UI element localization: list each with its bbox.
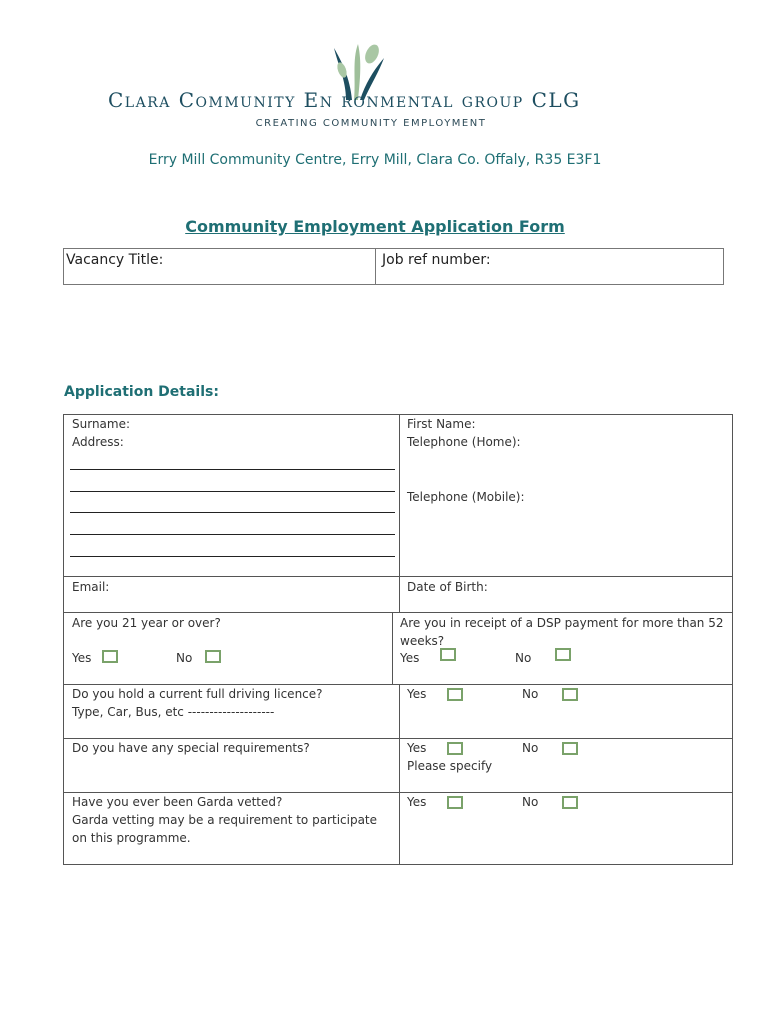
special-yes-checkbox[interactable] — [447, 742, 463, 755]
special-no-checkbox[interactable] — [562, 742, 578, 755]
table-row — [63, 577, 733, 613]
table-row — [63, 793, 733, 865]
vacancy-table — [63, 248, 724, 285]
dsp-cell — [393, 613, 732, 684]
licence-type[interactable]: Type, Car, Bus, etc -------------------- — [72, 705, 275, 719]
licence-no-checkbox[interactable] — [562, 688, 578, 701]
dsp-no-label: No — [515, 651, 532, 665]
dob-label: Date of Birth: — [407, 580, 488, 594]
surname-field[interactable]: Surname: — [72, 417, 131, 431]
name-phone-cell — [400, 415, 732, 576]
garda-yes-checkbox[interactable] — [447, 796, 463, 809]
logo — [0, 18, 770, 129]
age-yes-label: Yes — [72, 651, 92, 665]
dob-field[interactable] — [400, 577, 732, 612]
garda-note: Garda vetting may be a requirement to participate on this programme. — [72, 813, 378, 845]
special-no-label: No — [522, 741, 539, 755]
table-row — [63, 685, 733, 739]
address-line[interactable] — [70, 512, 395, 513]
garda-answer-cell — [400, 793, 732, 864]
age-no-checkbox[interactable] — [205, 650, 221, 663]
special-yes-label: Yes — [407, 741, 427, 755]
email-field[interactable] — [64, 577, 400, 612]
email-label: Email: — [72, 580, 110, 594]
address-line[interactable] — [70, 491, 395, 492]
table-row — [63, 414, 733, 577]
licence-yes-checkbox[interactable] — [447, 688, 463, 701]
licence-no-label: No — [522, 687, 539, 701]
application-details-table — [63, 414, 733, 865]
garda-no-label: No — [522, 795, 539, 809]
vacancy-title-field[interactable]: Vacancy Title: — [64, 249, 376, 284]
special-cell — [64, 739, 400, 792]
age-question: Are you 21 year or over? — [72, 616, 221, 630]
age-no-label: No — [176, 651, 193, 665]
garda-cell — [64, 793, 400, 864]
please-specify-field[interactable]: Please specify — [407, 759, 493, 773]
dsp-no-checkbox[interactable] — [555, 648, 571, 661]
section-title: Application Details: — [64, 384, 219, 400]
org-name: Clara Community En ronmental group CLG — [108, 88, 581, 112]
table-row — [63, 739, 733, 793]
tel-mobile-field[interactable]: Telephone (Mobile): — [407, 490, 525, 504]
garda-no-checkbox[interactable] — [562, 796, 578, 809]
licence-answer-cell — [400, 685, 732, 738]
tel-home-field[interactable]: Telephone (Home): — [407, 435, 521, 449]
org-tagline: CREATING COMMUNITY EMPLOYMENT — [255, 118, 487, 129]
licence-yes-label: Yes — [407, 687, 427, 701]
org-address: Erry Mill Community Centre, Erry Mill, Clara Co. Offaly, R35 E3F1 — [148, 152, 602, 168]
dsp-yes-checkbox[interactable] — [440, 648, 456, 661]
garda-question: Have you ever been Garda vetted? — [72, 795, 283, 809]
address-line[interactable] — [70, 534, 395, 535]
dsp-question: Are you in receipt of a DSP payment for more than 52 weeks? — [400, 616, 724, 648]
special-question: Do you have any special requirements? — [72, 741, 310, 755]
dsp-yes-label: Yes — [400, 651, 420, 665]
address-label: Address: — [72, 435, 124, 449]
job-ref-field[interactable]: Job ref number: — [382, 252, 491, 268]
address-line[interactable] — [70, 469, 395, 470]
garda-yes-label: Yes — [407, 795, 427, 809]
special-answer-cell — [400, 739, 732, 792]
table-row — [63, 613, 733, 685]
form-title: Community Employment Application Form — [185, 217, 565, 236]
name-address-cell — [64, 415, 400, 576]
licence-question: Do you hold a current full driving licence? — [72, 687, 323, 701]
address-line[interactable] — [70, 556, 395, 557]
first-name-field[interactable]: First Name: — [407, 417, 476, 431]
age-yes-checkbox[interactable] — [102, 650, 118, 663]
licence-cell — [64, 685, 400, 738]
age-cell — [64, 613, 393, 684]
